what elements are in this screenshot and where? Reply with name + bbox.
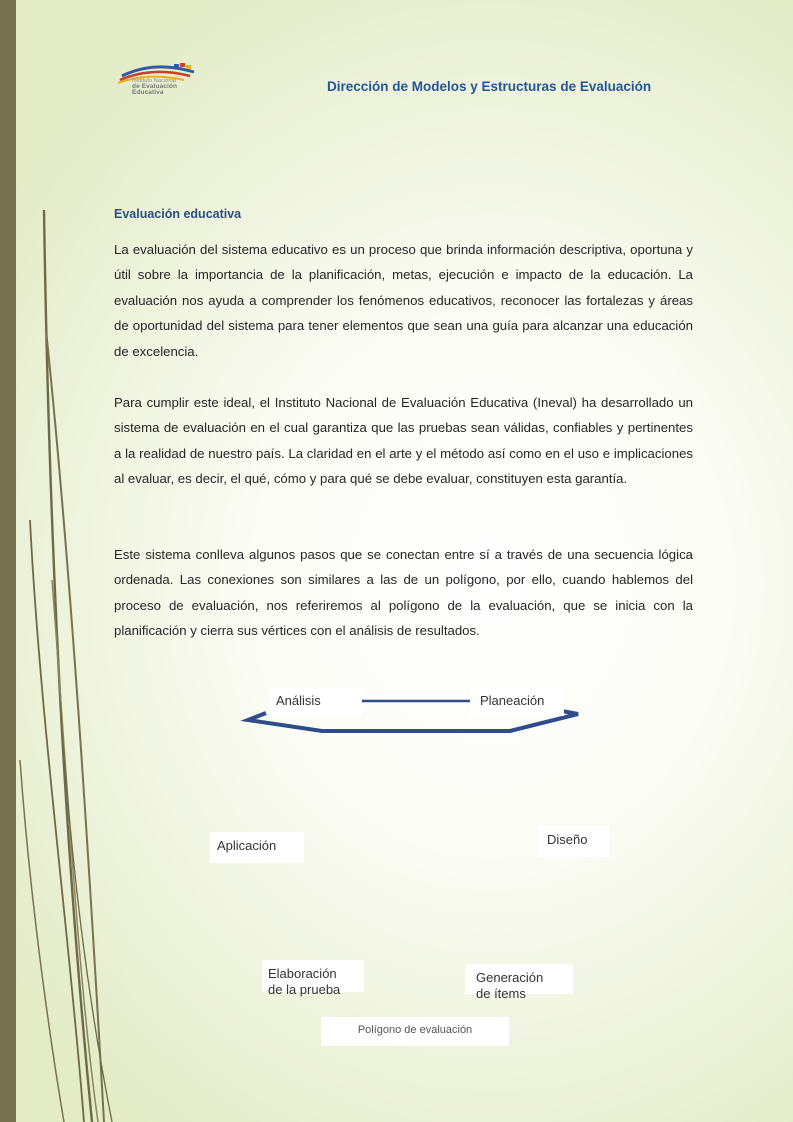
section-title: Evaluación educativa	[114, 207, 242, 221]
node-elaboracion	[262, 960, 364, 997]
logo-line-3: Educativa	[132, 89, 164, 96]
paragraph-3: Este sistema conlleva algunos pasos que se conectan entre sí a través de una secuencia lógica ordenada. Las conexiones son similares a las de un polígono, por ello, cuando hablemos del proceso de evaluación, nos referiremos al polígono de la evaluación, que se inicia con la planificación y cierra sus vértices con el análisis de resultados.	[114, 547, 693, 639]
logo-line-2: de Evaluación	[132, 83, 178, 90]
node-aplicacion-label: Aplicación	[217, 838, 277, 853]
node-diseno	[538, 826, 609, 857]
node-elaboracion-label-1: Elaboración	[268, 966, 337, 981]
node-analisis-label: Análisis	[276, 693, 321, 708]
logo-line-1: Instituto Nacional	[132, 78, 176, 84]
node-aplicacion	[210, 832, 304, 863]
node-planeacion	[470, 688, 564, 716]
node-planeacion-label: Planeación	[480, 693, 545, 708]
header-title: Dirección de Modelos y Estructuras de Evaluación	[327, 79, 652, 94]
node-elaboracion-label-2: de la prueba	[268, 982, 341, 997]
logo-text	[132, 78, 177, 96]
diagram-caption	[321, 1017, 509, 1046]
node-diseno-label: Diseño	[547, 832, 588, 847]
paragraph-2: Para cumplir este ideal, el Instituto Nacional de Evaluación Educativa (Ineval) ha desarrollado un sistema de evaluación en el cual garantiza que las pruebas sean válidas, confiables y pertinentes a la realidad de nuestro país. La claridad en el arte y el método así como en el uso e implicaciones al evaluar, es decir, el qué, cómo y para qué se debe evaluar, constituyen esta garantía.	[114, 395, 693, 487]
node-analisis	[270, 688, 362, 716]
diagram-caption-label: Polígono de evaluación	[357, 1024, 473, 1036]
node-generacion-label-2: de ítems	[476, 986, 526, 1001]
paragraph-1: La evaluación del sistema educativo es un proceso que brinda información descriptiva, oportuna y útil sobre la importancia de la planificación, metas, ejecución e impacto de la educación. La evaluación nos ayuda a comprender los fenómenos educativos, reconocer las fortalezas y áreas de oportunidad del sistema para tener elementos que sean una guía para alcanzar una educación de excelencia.	[114, 242, 693, 359]
node-generacion-label-1: Generación	[476, 970, 544, 985]
node-generacion	[465, 964, 573, 1001]
